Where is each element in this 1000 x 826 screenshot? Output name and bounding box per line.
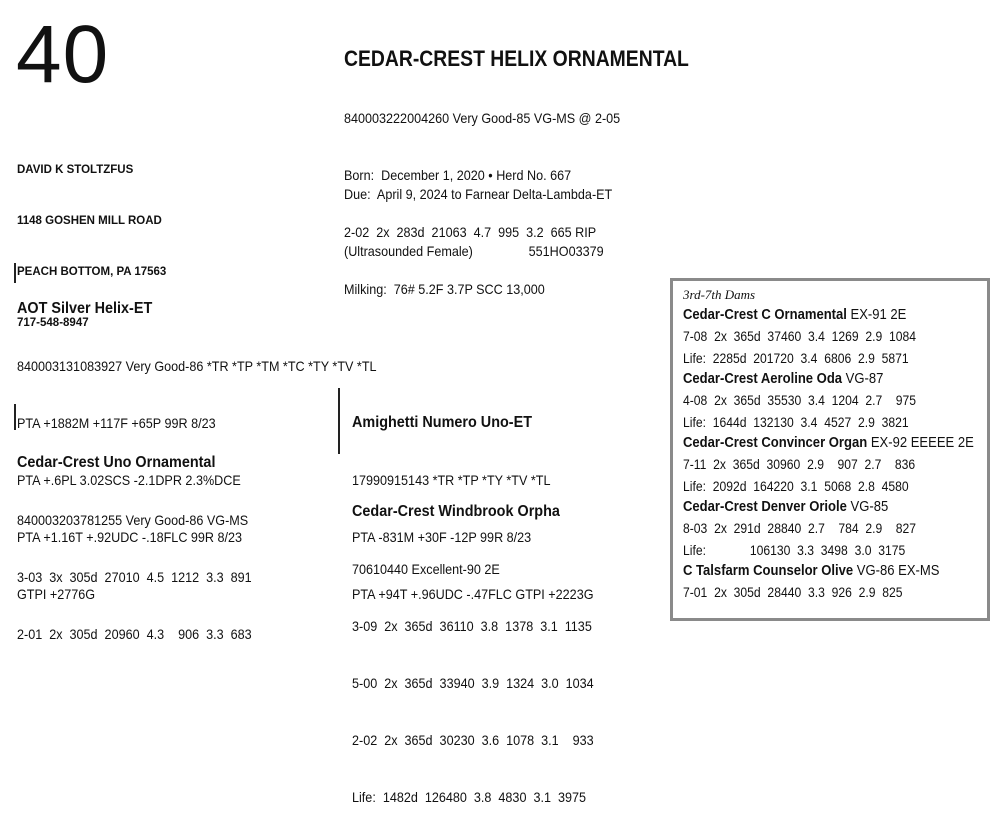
mgd-line: Life: 1482d 126480 3.8 4830 3.1 3975 — [352, 789, 586, 805]
lot-number: 40 — [16, 9, 110, 100]
ancestor-name: C Talsfarm Counselor Olive — [683, 563, 854, 579]
ancestor-score: EX-91 2E — [846, 307, 907, 323]
ancestor-entry — [683, 497, 987, 561]
sire-line: GTPI +2776G — [17, 586, 96, 602]
consignor-address: 1148 GOSHEN MILL ROAD — [17, 215, 162, 227]
dam-line: 3-03 3x 305d 27010 4.5 1212 3.3 891 — [17, 569, 252, 585]
dam-line: 840003203781255 Very Good-86 VG-MS — [17, 512, 249, 528]
consignor-phone: 717-548-8947 — [17, 317, 89, 329]
mgd-line: 2-02 2x 365d 30230 3.6 1078 3.1 933 — [352, 732, 594, 748]
sire-line: PTA +1882M +117F +65P 99R 8/23 — [17, 415, 216, 431]
dam-block — [17, 416, 278, 663]
ancestor-name: Cedar-Crest Denver Oriole — [683, 499, 847, 515]
ancestor-score: EX-92 EEEEE 2E — [867, 435, 974, 451]
mgs-line: PTA -831M +30F -12P 99R 8/23 — [352, 529, 532, 545]
due-ultrasound — [344, 241, 612, 262]
ancestor-record: 7-11 2x 365d 30960 2.9 907 2.7 836 — [683, 457, 916, 472]
ancestor-name: Cedar-Crest Convincer Organ — [683, 435, 868, 451]
ancestor-record: 4-08 2x 365d 35530 3.4 1204 2.7 975 — [683, 393, 917, 408]
ancestor-record: 7-08 2x 365d 37460 3.4 1269 2.9 1084 — [683, 329, 917, 344]
ancestor-lifetime: Life: 106130 3.3 3498 3.0 3175 — [683, 542, 906, 558]
ancestor-heading — [683, 561, 957, 582]
ancestor-lifetime: Life: 2092d 164220 3.1 5068 2.8 4580 — [683, 478, 909, 494]
ancestor-record: 8-03 2x 291d 28840 2.7 784 2.9 827 — [683, 521, 917, 536]
ancestor-score: VG-87 — [842, 371, 884, 387]
ancestor-entry — [683, 305, 987, 369]
sire-bracket — [14, 263, 16, 283]
ultrasound-text: (Ultrasounded Female) — [344, 243, 473, 259]
ancestor-record: 7-01 2x 305d 28440 3.3 926 2.9 825 — [683, 585, 903, 600]
animal-name: CEDAR-CREST HELIX ORNAMENTAL — [344, 46, 689, 71]
mgs-name: Amighetti Numero Uno-ET — [352, 414, 532, 431]
dam-bracket — [14, 404, 16, 430]
ancestor-name: Cedar-Crest C Ornamental — [683, 307, 847, 323]
consignor-city: PEACH BOTTOM, PA 17563 — [17, 266, 167, 278]
mgd-line: 5-00 2x 365d 33940 3.9 1324 3.0 1034 — [352, 675, 594, 691]
mgs-line: PTA +94T +.96UDC -.47FLC GTPI +2223G — [352, 586, 594, 602]
ancestor-heading — [683, 433, 974, 454]
ancestor-lifetime: Life: 1644d 132130 3.4 4527 2.9 3821 — [683, 414, 909, 430]
sire-name: AOT Silver Helix-ET — [17, 300, 153, 317]
ancestor-score: VG-86 EX-MS — [853, 563, 940, 579]
sire-line: 840003131083927 Very Good-86 *TR *TP *TM *TC *TY *TV *TL — [17, 358, 377, 374]
animal-milking: Milking: 76# 5.2F 3.7P SCC 13,000 — [344, 281, 545, 297]
mgd-line: 70610440 Excellent-90 2E — [352, 561, 500, 577]
ancestor-entry — [683, 369, 987, 433]
animal-record: 2-02 2x 283d 21063 4.7 995 3.2 665 RIP — [344, 224, 597, 240]
mgd-block — [352, 465, 621, 826]
sire-line: PTA +1.16T +.92UDC -.18FLC 99R 8/23 — [17, 529, 243, 545]
ancestor-entry — [683, 561, 987, 604]
due-date: Due: April 9, 2024 to Farnear Delta-Lambda-ET — [344, 186, 613, 202]
ancestor-score: VG-85 — [846, 499, 889, 515]
animal-registration: 840003222004260 Very Good-85 VG-MS @ 2-05 — [344, 110, 621, 126]
ancestor-heading — [683, 369, 957, 390]
ancestor-heading — [683, 305, 957, 326]
ancestor-name: Cedar-Crest Aeroline Oda — [683, 371, 843, 387]
dams-box — [670, 278, 990, 621]
dams-box-title: 3rd-7th Dams — [683, 287, 756, 302]
mgs-bracket — [338, 388, 340, 454]
animal-born: Born: December 1, 2020 • Herd No. 667 — [344, 167, 572, 183]
mgs-line: 17990915143 *TR *TP *TY *TV *TL — [352, 472, 551, 488]
dam-line: 2-01 2x 305d 20960 4.3 906 3.3 683 — [17, 626, 252, 642]
dam-name: Cedar-Crest Uno Ornamental — [17, 454, 216, 471]
sire-line: PTA +.6PL 3.02SCS -2.1DPR 2.3%DCE — [17, 472, 241, 488]
consignor-name: DAVID K STOLTZFUS — [17, 164, 134, 176]
service-sire-code: 551HO03379 — [528, 243, 604, 259]
due-info — [344, 148, 642, 280]
ancestor-heading — [683, 497, 957, 518]
ancestor-lifetime: Life: 2285d 201720 3.4 6806 2.9 5871 — [683, 350, 909, 366]
mgd-name: Cedar-Crest Windbrook Orpha — [352, 503, 560, 520]
ancestor-entry — [683, 433, 987, 497]
mgd-line: 3-09 2x 365d 36110 3.8 1378 3.1 1135 — [352, 618, 592, 634]
